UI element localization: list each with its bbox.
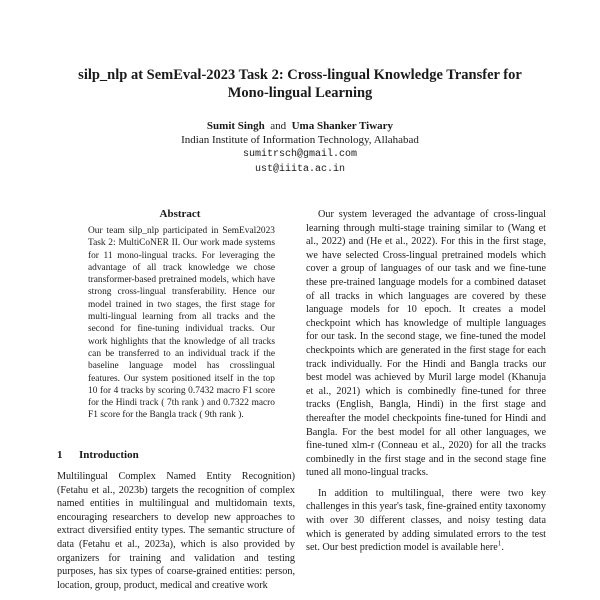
author-2: Uma Shanker Tiwary [291, 120, 394, 132]
title-line-2: Mono-lingual Learning [227, 85, 373, 101]
email-2: ust@iiita.ac.in [254, 164, 345, 175]
introduction-text [57, 470, 295, 592]
right-column [306, 208, 546, 562]
section-number: 1 [57, 449, 63, 461]
right-paragraph-2-end: . [501, 542, 504, 554]
abstract-heading: Abstract [159, 208, 201, 220]
author-line [40, 119, 560, 133]
paper-title [40, 66, 560, 102]
affiliation: Indian Institute of Information Technology, Allahabad [181, 134, 419, 146]
intro-paragraph: Multilingual Complex Named Entity Recognition) (Fetahu et al., 2023b) targets the recognition of complex named entities in multilingual and multidomain texts, encouraging researchers to develop new approaches to extract diversified entity types. The semantic structure of data (Fetahu et al., 2023a), which is also provided by organizers for training and validation and testing purposes, has six types of coarse-grained entities: person, location, group, product, medical and creative work [57, 471, 295, 591]
right-paragraph-2-text: In addition to multilingual, there were two key challenges in this year's task, fine-grained entity taxonomy with over 30 different classes, and noisy testing data which is generated by adding simulated errors to the test set. Our best prediction model is available here [306, 487, 546, 554]
footnote-marker[interactable]: 1 [497, 539, 502, 548]
title-line-1: silp_nlp at SemEval-2023 Task 2: Cross-lingual Knowledge Transfer for [78, 67, 522, 83]
author-and: and [270, 120, 287, 132]
section-heading-introduction [57, 449, 139, 461]
email-1: sumitrsch@gmail.com [242, 149, 358, 160]
right-paragraph-1: Our system leveraged the advantage of cross-lingual learning through multi-stage training similar to (Wang et al., 2022) and (He et al., 2022). For this in the first stage, we have selected Cross-lingual pretrained models which cover a group of languages of our task and we fine-tune these pre-trained language models for a combined dataset of all tracks in which languages are covered by these language models for 10 epoch. It creates a model checkpoint which has knowledge of multiple languages for our task. In the second stage, we fine-tuned the model checkpoints which are generated in the first stage for each track individually. For the Hindi and Bangla tracks our best model was achieved by Muril large model (Khanuja et al., 2021) which is combinedly fine-tuned for three tracks (English, Bangla, Hindi) in the first stage and thereafter the model checkpoints fine-tuned for Hindi and Bangla. For the best model for all other languages, we fine-tuned xlm-r (Conneau et al., 2020) for all the tracks combinedly in the first stage and in the second stage fine tuned all mono-lingual tracks. [306, 209, 546, 479]
section-title: Introduction [79, 449, 139, 461]
right-paragraph-2 [306, 487, 546, 555]
author-1: Sumit Singh [206, 120, 265, 132]
abstract-text: Our team silp_nlp participated in SemEval2023 Task 2: MultiCoNER II. Our work made systems for 11 mono-lingual tracks. For leveraging the advantage of all track knowledge we chose transformer-based pretrained models, which have strong cross-lingual transferability. Hence our model trained in two stages, the first stage for multi-lingual learning from all tracks and the second for fine-tuning individual tracks. Our work highlights that the knowledge of all tracks can be transferred to an individual track if the baseline language model has crosslingual features. Our system positioned itself in the top 10 for 4 tracks by scoring 0.7432 macro F1 score for the Hindi track ( 7th rank ) and 0.7322 macro F1 score for the Bangla track ( 9th rank ). [88, 226, 275, 421]
